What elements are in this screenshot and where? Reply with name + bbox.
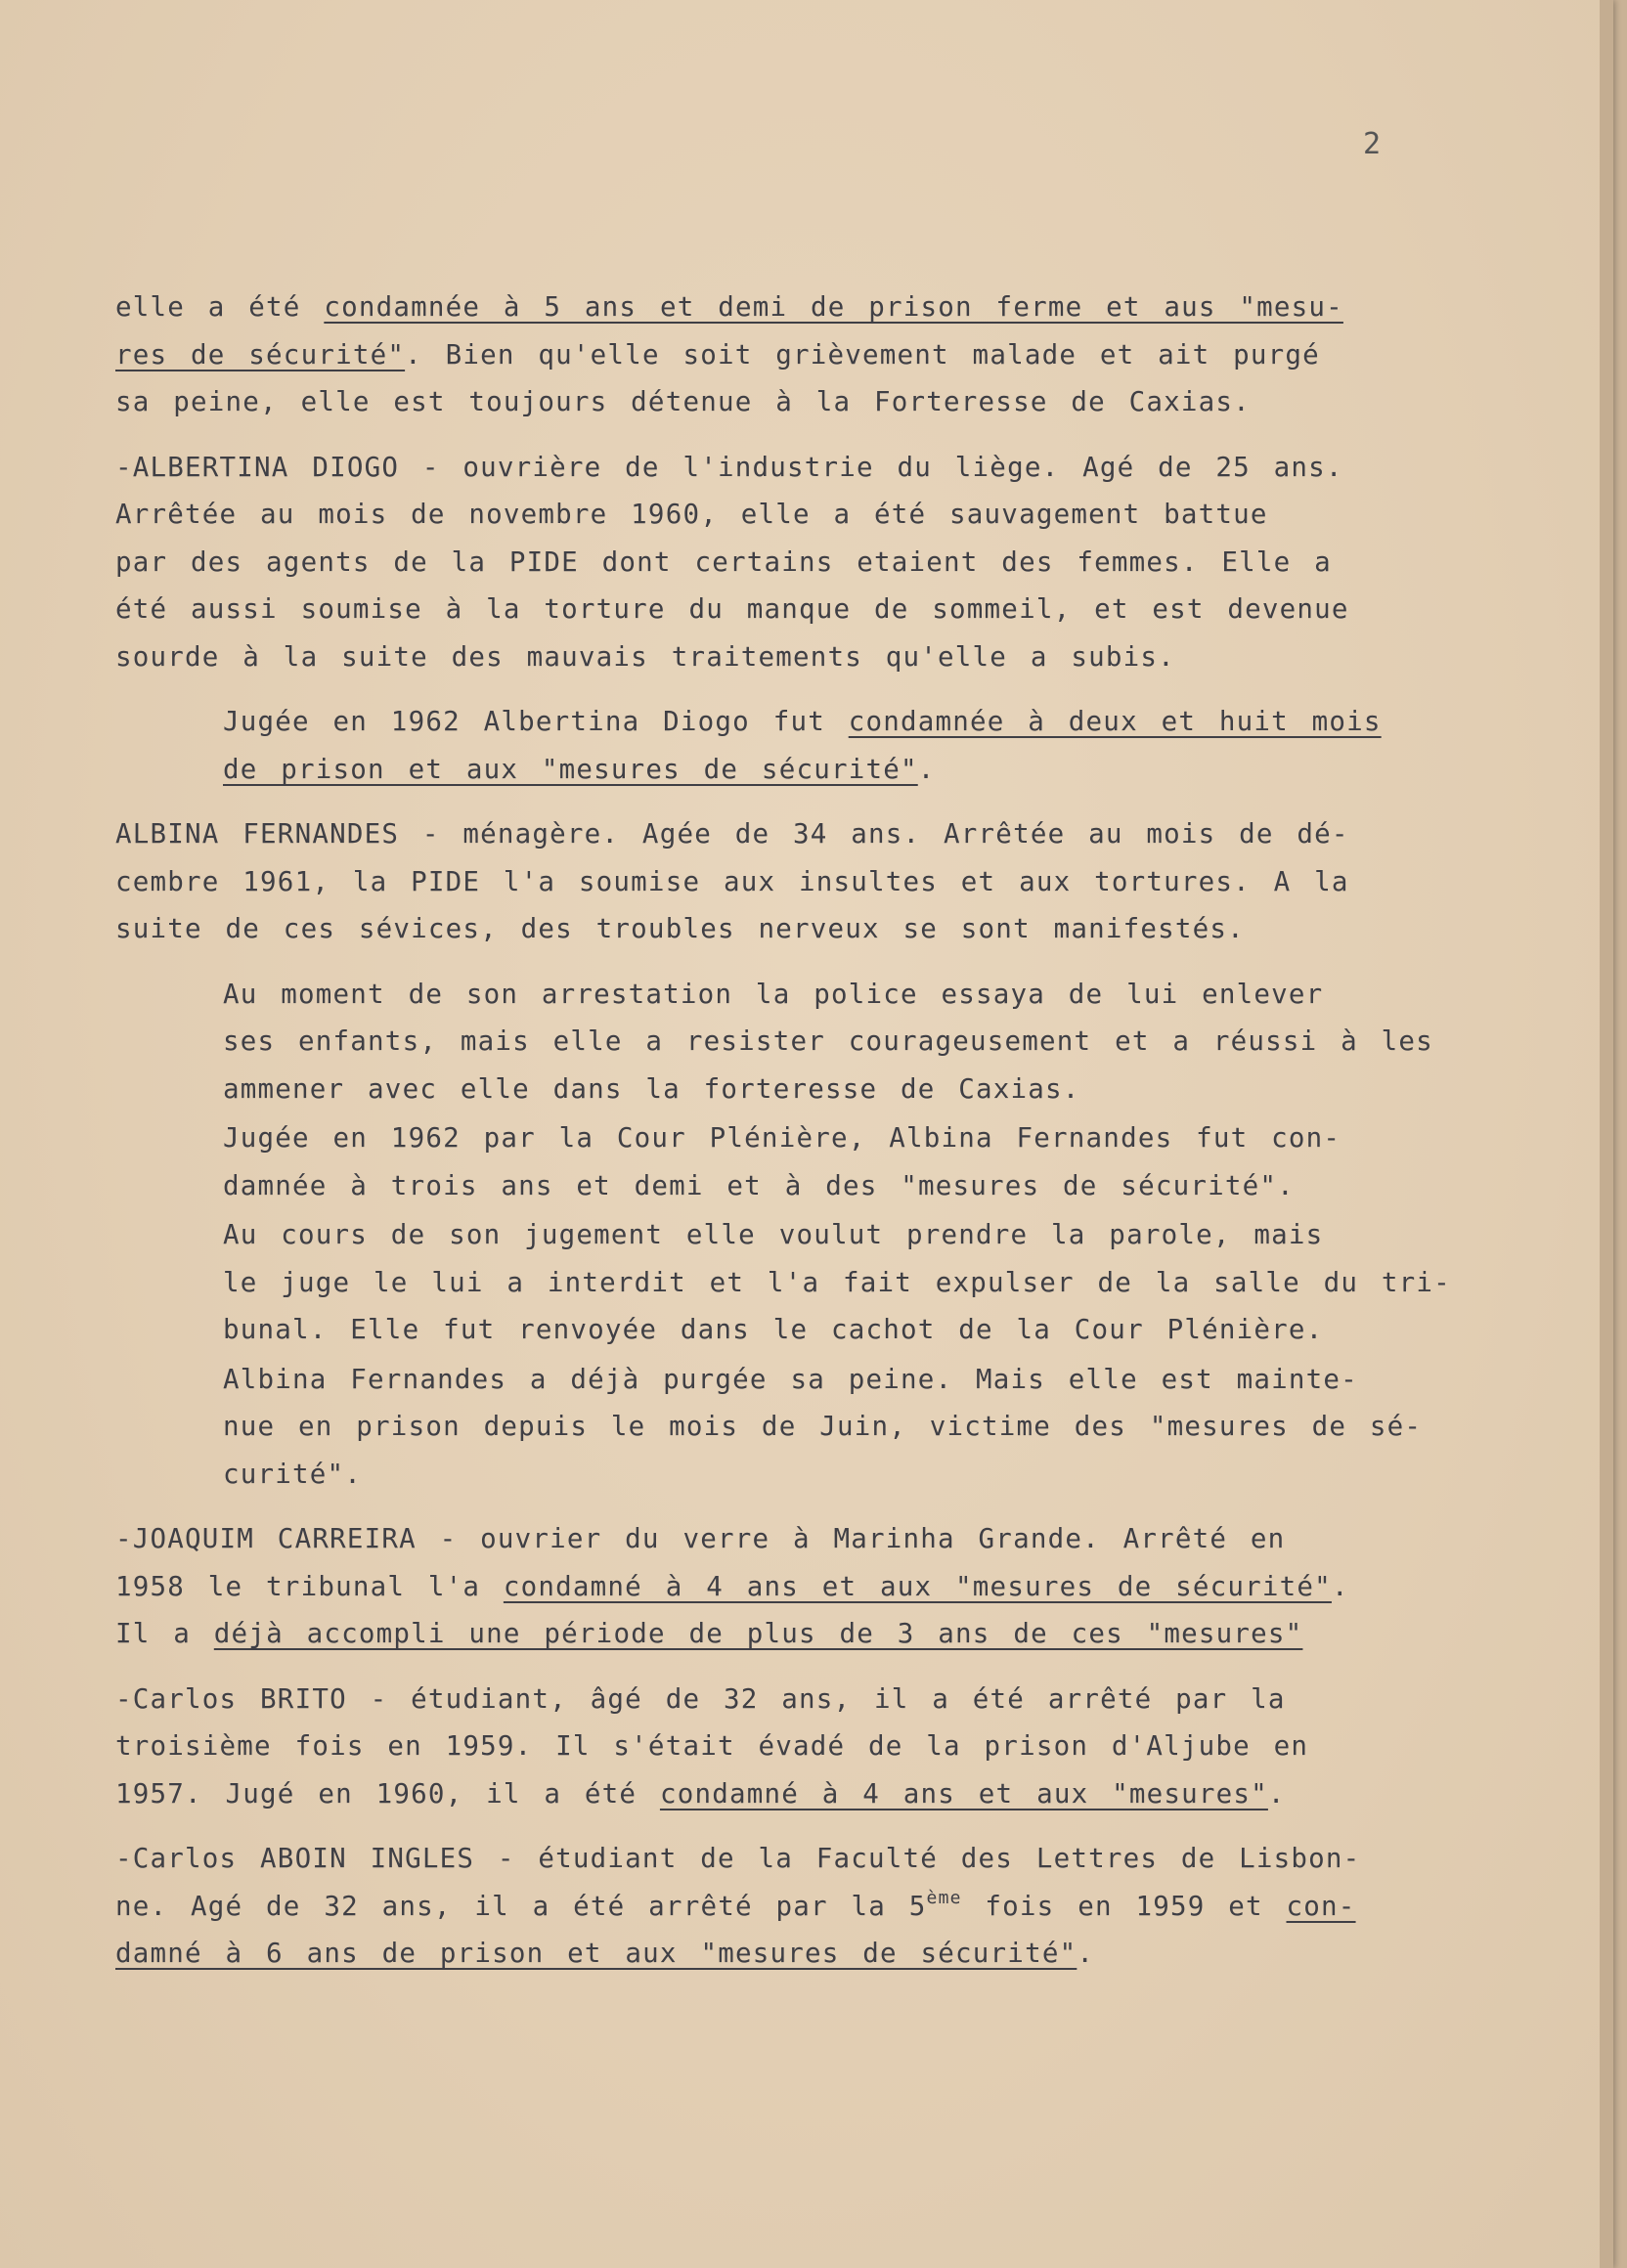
text-segment: 1958 le tribunal l'a: [115, 1570, 504, 1602]
document-body: [115, 284, 1504, 1995]
paragraph-albina-fernandes: [115, 810, 1504, 953]
text-line: [115, 284, 1504, 331]
text-segment: .: [1077, 1938, 1095, 1969]
text-segment: Albina Fernandes a déjà purgée sa peine. Mais elle est mainte-: [223, 1363, 1358, 1395]
page-number: 2: [1363, 127, 1382, 161]
text-line: [115, 858, 1504, 906]
text-line: [223, 1114, 1504, 1162]
text-line: [115, 1563, 1504, 1611]
text-segment: troisième fois en 1959. Il s'était évadé de la prison d'Aljube en: [115, 1730, 1309, 1762]
text-line: [115, 586, 1504, 633]
text-segment: ammener avec elle dans la forteresse de Caxias.: [223, 1072, 1080, 1105]
text-line: [115, 1835, 1504, 1883]
text-segment: par des agents de la PIDE dont certains etaient des femmes. Elle a: [115, 545, 1332, 578]
text-line: [115, 1723, 1504, 1770]
text-segment: .: [1267, 1777, 1286, 1810]
paragraph-carlos-aboin-ingles: [115, 1835, 1504, 1978]
text-segment: ALBINA FERNANDES - ménagère. Agée de 34 ans. Arrêtée au mois de dé-: [115, 818, 1349, 850]
text-segment: été aussi soumise à la torture du manque de sommeil, et est devenue: [115, 593, 1349, 625]
text-segment: -Carlos ABOIN INGLES - étudiant de la Faculté des Lettres de Lisbon-: [115, 1843, 1361, 1874]
text-line: [115, 1676, 1504, 1723]
text-line: [115, 905, 1504, 953]
text-segment: Jugée en 1962 Albertina Diogo fut: [223, 706, 849, 737]
paragraph-joaquim-carreira: [115, 1515, 1504, 1658]
paragraph-continuation: [115, 284, 1504, 426]
text-segment: Il a: [115, 1618, 214, 1649]
text-segment: -Carlos BRITO - étudiant, âgé de 32 ans, il a été arrêté par la: [115, 1682, 1286, 1715]
underlined-text: res de sécurité": [115, 338, 406, 371]
text-segment: damnée à trois ans et demi et à des "mesures de sécurité".: [223, 1169, 1295, 1201]
text-line: [115, 1770, 1504, 1818]
underlined-text: de prison et aux "mesures de sécurité": [223, 753, 918, 785]
text-line: [223, 1306, 1504, 1354]
text-segment: Au cours de son jugement elle voulut prendre la parole, mais: [223, 1219, 1324, 1250]
text-line: [115, 1610, 1504, 1658]
text-line: [223, 1162, 1504, 1210]
underlined-text: damné à 6 ans de prison et aux "mesures de sécurité": [115, 1938, 1077, 1969]
text-line: [115, 810, 1504, 858]
paragraph-albina-arrestation: [115, 971, 1504, 1113]
text-line: [115, 539, 1504, 587]
text-line: [115, 491, 1504, 539]
text-line: [115, 331, 1504, 379]
underlined-text: déjà accompli une période de plus de 3 ans de ces "mesures": [213, 1618, 1303, 1649]
text-segment: cembre 1961, la PIDE l'a soumise aux insultes et aux tortures. A la: [115, 865, 1349, 897]
text-segment: ses enfants, mais elle a resister courageusement et a réussi à les: [223, 1025, 1433, 1057]
text-line: [115, 1883, 1504, 1931]
text-line: [115, 378, 1504, 426]
text-line: [223, 1211, 1504, 1259]
page-edge: [1600, 0, 1613, 2268]
text-segment: -ALBERTINA DIOGO - ouvrière de l'industrie du liège. Agé de 25 ans.: [115, 451, 1343, 483]
text-line: [223, 1451, 1504, 1499]
text-line: [223, 698, 1504, 746]
text-segment: le juge le lui a interdit et l'a fait expulser de la salle du tri-: [223, 1266, 1451, 1298]
text-segment: 1957. Jugé en 1960, il a été: [115, 1777, 660, 1810]
text-segment: .: [1331, 1570, 1349, 1602]
paragraph-albertina-diogo: [115, 444, 1504, 681]
text-segment: Jugée en 1962 par la Cour Plénière, Albina Fernandes fut con-: [223, 1122, 1341, 1154]
text-line: [223, 971, 1504, 1019]
paragraph-albina-expulsion: [115, 1211, 1504, 1354]
text-line: [223, 1066, 1504, 1113]
paragraph-albina-peine: [115, 1356, 1504, 1499]
text-line: [223, 1259, 1504, 1307]
text-segment: curité".: [223, 1458, 363, 1490]
paragraph-albertina-jugement: [115, 698, 1504, 793]
underlined-text: condamné à 4 ans et aux "mesures": [659, 1777, 1268, 1810]
text-line: [115, 1930, 1504, 1978]
paragraph-albina-jugement: [115, 1114, 1504, 1209]
text-segment: bunal. Elle fut renvoyée dans le cachot de la Cour Plénière.: [223, 1314, 1324, 1345]
text-segment: sa peine, elle est toujours détenue à la Forteresse de Caxias.: [115, 386, 1251, 417]
text-segment: elle a été: [115, 291, 325, 323]
underlined-text: condamnée à 5 ans et demi de prison ferme et aus "mesu-: [324, 291, 1343, 323]
underlined-text: condamné à 4 ans et aux "mesures de sécurité": [503, 1570, 1332, 1602]
text-segment: suite de ces sévices, des troubles nerveux se sont manifestés.: [115, 913, 1245, 944]
text-segment: -JOAQUIM CARREIRA - ouvrier du verre à Marinha Grande. Arrêté en: [115, 1523, 1286, 1554]
text-line: [115, 633, 1504, 681]
text-line: [223, 1356, 1504, 1404]
text-line: [223, 1403, 1504, 1451]
text-segment: Au moment de son arrestation la police essaya de lui enlever: [223, 978, 1324, 1010]
text-segment: sourde à la suite des mauvais traitements qu'elle a subis.: [115, 640, 1175, 673]
superscript-text: ème: [926, 1887, 962, 1908]
underlined-text: con-: [1286, 1890, 1356, 1922]
text-segment: ne. Agé de 32 ans, il a été arrêté par la 5: [115, 1890, 927, 1922]
text-segment: Arrêtée au mois de novembre 1960, elle a été sauvagement battue: [115, 499, 1268, 530]
paragraph-carlos-brito: [115, 1676, 1504, 1818]
text-line: [223, 1018, 1504, 1066]
underlined-text: condamnée à deux et huit mois: [848, 706, 1382, 737]
text-segment: .: [917, 753, 936, 785]
text-segment: nue en prison depuis le mois de Juin, victime des "mesures de sé-: [223, 1411, 1423, 1442]
text-segment: . Bien qu'elle soit grièvement malade et ait purgé: [405, 338, 1320, 371]
text-line: [115, 1515, 1504, 1563]
text-line: [223, 746, 1504, 794]
text-segment: fois en 1959 et: [961, 1890, 1287, 1922]
text-line: [115, 444, 1504, 492]
